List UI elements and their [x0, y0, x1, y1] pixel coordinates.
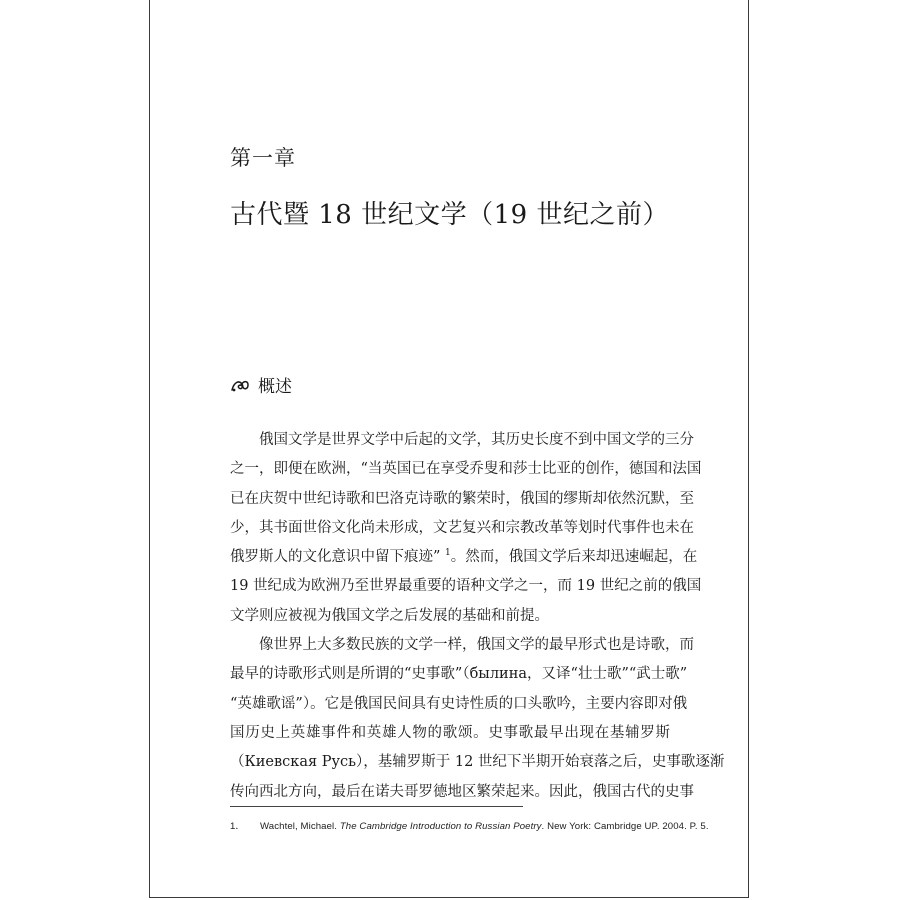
paragraph-2-line-6: 传向西北方向，最后在诺夫哥罗德地区繁荣起来。因此，俄国古代的史事 — [230, 783, 694, 800]
footnote-reference[interactable]: 1 — [445, 548, 451, 559]
paragraph-2-line-5: （Киевская Русь），基辅罗斯于 12 世纪下半期开始衰落之后，史事歌逐渐 — [230, 754, 725, 771]
paragraph-1-line-3: 已在庆贺中世纪诗歌和巴洛克诗歌的繁荣时，俄国的缪斯却依然沉默，至 — [230, 490, 694, 507]
paragraph-2-line-1: 像世界上大多数民族的文学一样，俄国文学的最早形式也是诗歌，而 — [259, 637, 694, 654]
book-page — [149, 0, 749, 898]
paragraph-2-line-3: “英雄歌谣”）。它是俄国民间具有史诗性质的口头歌吟，主要内容即对俄 — [230, 695, 688, 712]
paragraph-2-line-2: 最早的诗歌形式则是所谓的“史事歌”（былина，又译“壮士歌”“武士歌” — [230, 666, 688, 683]
chapter-label: 第一章 — [230, 146, 296, 170]
section-heading — [230, 372, 292, 397]
section-heading-text: 概述 — [258, 377, 292, 397]
paragraph-1-line-5 — [230, 543, 698, 572]
footnote-author: Wachtel, Michael. — [260, 821, 340, 832]
paragraph-1-line-7: 文学则应被视为俄国文学之后发展的基础和前提。 — [230, 607, 549, 624]
footnote-number: 1． — [230, 821, 246, 832]
paragraph-1-line-5-text: 俄罗斯人的文化意识中留下痕迹” — [230, 549, 441, 566]
footnote-publication: . New York: Cambridge UP. 2004. P. 5. — [541, 821, 709, 832]
paragraph-1-line-6: 19 世纪成为欧洲乃至世界最重要的语种文学之一，而 19 世纪之前的俄国 — [230, 578, 702, 595]
paragraph-1-line-5-tail: 。然而，俄国文学后来却迅速崛起，在 — [450, 549, 698, 566]
paragraph-1-line-1: 俄国文学是世界文学中后起的文学，其历史长度不到中国文学的三分 — [259, 432, 694, 448]
fleuron-icon — [230, 376, 250, 394]
paragraph-1-line-4: 少，其书面世俗文化尚未形成，文艺复兴和宗教改革等划时代事件也未在 — [230, 519, 694, 536]
paragraph-2-line-4: 国历史上英雄事件和英雄人物的歌颂。史事歌最早出现在基辅罗斯 — [230, 724, 670, 741]
body-text — [230, 426, 725, 807]
chapter-title: 古代暨 18 世纪文学（19 世纪之前） — [230, 200, 669, 230]
footnote-divider — [230, 806, 523, 807]
footnote-book-title: The Cambridge Introduction to Russian Poetry — [339, 821, 542, 832]
paragraph-1-line-2: 之一，即便在欧洲，“当英国已在享受乔叟和莎士比亚的创作，德国和法国 — [230, 461, 702, 478]
footnote — [230, 818, 709, 832]
